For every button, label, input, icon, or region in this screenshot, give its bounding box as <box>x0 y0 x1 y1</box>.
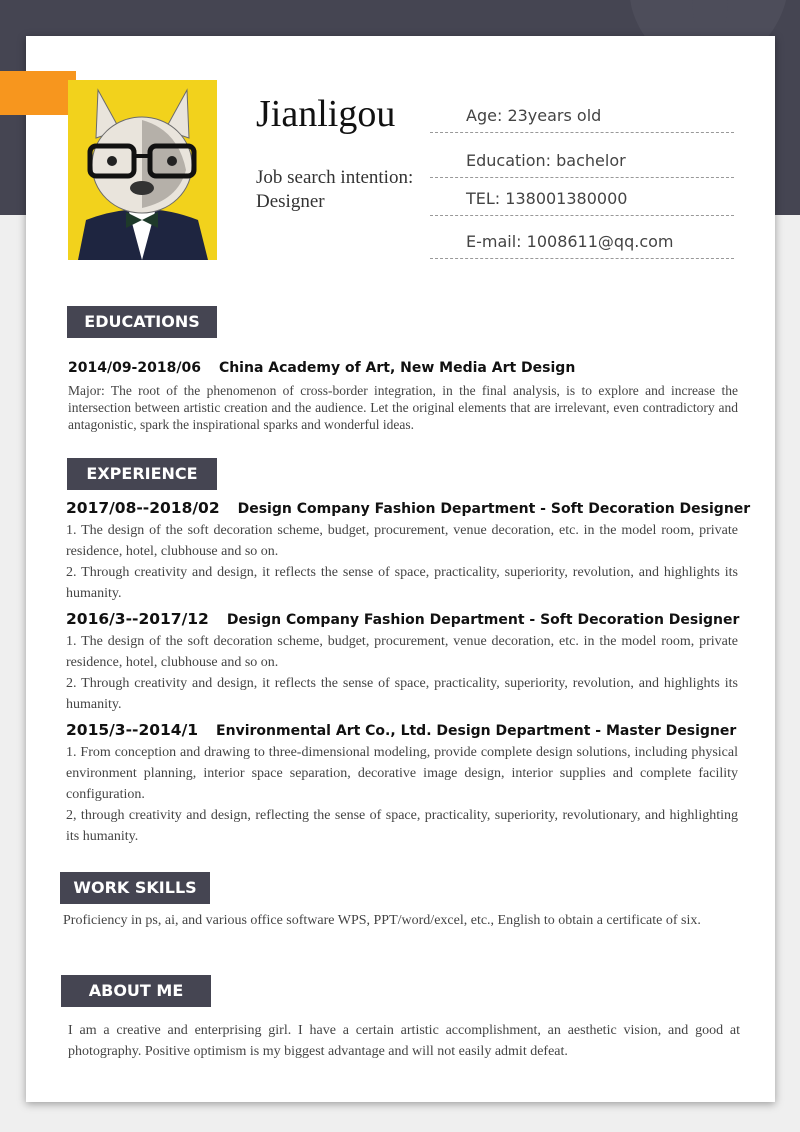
section-title-experience: EXPERIENCE <box>67 458 217 490</box>
experience-description <box>66 631 738 715</box>
experience-point: 2, through creativity and design, reflecting the sense of space, practicality, superiority, revolutionary, and highlighting its humanity. <box>66 808 738 844</box>
info-row-age: Age: 23years old <box>430 92 734 133</box>
experience-date: 2016/3--2017/12 <box>66 610 209 628</box>
experience-point: 1. The design of the soft decoration scheme, budget, procurement, venue decoration, etc. in the model room, private residence, hotel, clubhouse and so on. <box>66 523 738 559</box>
info-value: 138001380000 <box>505 189 628 208</box>
info-label: TEL <box>466 189 495 208</box>
education-description <box>68 382 738 433</box>
job-intention-label: Job search intention: <box>256 167 414 188</box>
section-title-work-skills: WORK SKILLS <box>60 872 210 904</box>
info-label: E-mail <box>466 232 517 251</box>
info-value: 23years old <box>507 106 602 125</box>
experience-point: 2. Through creativity and design, it reflects the sense of space, practicality, superiority, revolution, and highlights its humanity. <box>66 676 738 712</box>
experience-date: 2017/08--2018/02 <box>66 499 220 517</box>
accent-bar <box>0 71 76 115</box>
experience-point: 1. The design of the soft decoration scheme, budget, procurement, venue decoration, etc. in the model room, private residence, hotel, clubhouse and so on. <box>66 634 738 670</box>
job-intention-value: Designer <box>256 191 325 212</box>
experience-date: 2015/3--2014/1 <box>66 721 199 739</box>
experience-heading <box>66 610 739 628</box>
section-title-about-me: ABOUT ME <box>61 975 211 1007</box>
experience-point: 2. Through creativity and design, it reflects the sense of space, practicality, superiority, revolution, and highlights its humanity. <box>66 565 738 601</box>
experience-point: 1. From conception and drawing to three-dimensional modeling, provide complete design solutions, including physical environment planning, interior space separation, decorative image design, interior supplies and complete facility configuration. <box>66 745 738 802</box>
info-row-tel: TEL: 138001380000 <box>430 175 734 216</box>
work-skills-text: Proficiency in ps, ai, and various office software WPS, PPT/word/excel, etc., English to obtain a certificate of six. <box>63 913 701 928</box>
education-text: Major: The root of the phenomenon of cross-border integration, in the final analysis, is to explore and increase the intersection between artistic creation and the audience. Let the original elements that are irrelevant, even contradictory and antagonistic, spark the inspirational sparks and wonderful ideas. <box>68 383 738 432</box>
education-heading <box>68 360 575 376</box>
job-intention <box>256 166 436 214</box>
experience-title: Design Company Fashion Department - Soft Decoration Designer <box>237 501 751 517</box>
about-me-text: I am a creative and enterprising girl. I have a certain artistic accomplishment, an aesthetic vision, and good at photography. Positive optimism is my biggest advantage and will not easily admit defeat. <box>68 1023 740 1059</box>
info-value: bachelor <box>556 151 626 170</box>
work-skills-description <box>63 910 739 931</box>
info-row-education: Education: bachelor <box>430 137 734 178</box>
experience-description <box>66 520 738 604</box>
experience-title: Environmental Art Co., Ltd. Design Department - Master Designer <box>216 723 737 739</box>
candidate-name: Jianligou <box>256 93 396 135</box>
info-value: 1008611@qq.com <box>526 232 674 251</box>
education-date: 2014/09-2018/06 <box>68 360 201 376</box>
section-title-educations: EDUCATIONS <box>67 306 217 338</box>
experience-heading <box>66 499 750 517</box>
info-label: Education <box>466 151 546 170</box>
education-school: China Academy of Art, New Media Art Design <box>218 360 576 376</box>
experience-title: Design Company Fashion Department - Soft Decoration Designer <box>226 612 740 628</box>
profile-photo <box>68 80 217 260</box>
experience-heading <box>66 721 736 739</box>
info-label: Age <box>466 106 497 125</box>
about-me-description <box>68 1020 740 1062</box>
info-row-email: E-mail: 1008611@qq.com <box>430 218 734 259</box>
experience-description <box>66 742 738 847</box>
